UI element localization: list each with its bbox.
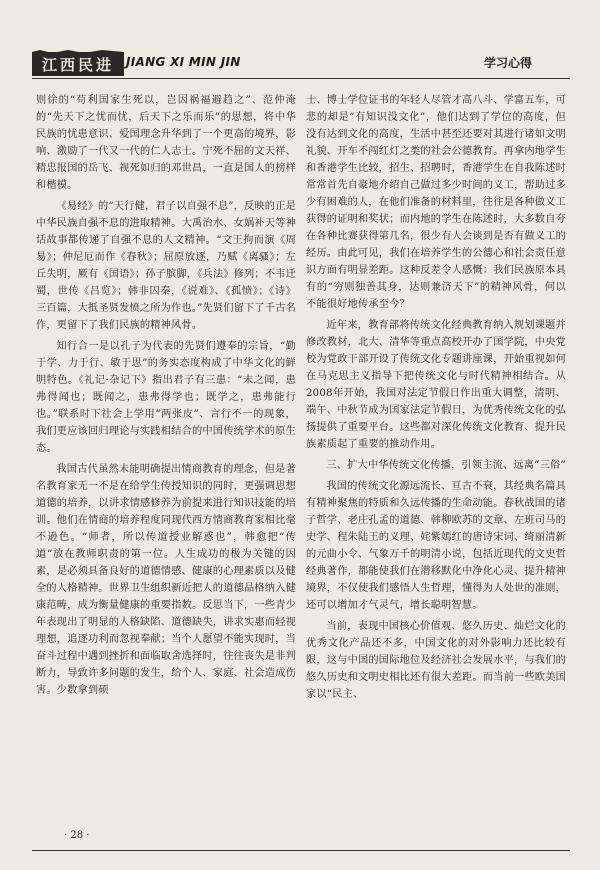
- paragraph: 知行合一是以孔子为代表的先贤们遵奉的宗旨，“勤于学、力于行、敏于思”的务实态度构成了中华文化的鲜明特色。《礼记·杂记下》指出君子有三患：“未之闻，患弗得闻也；既闻之，患弗得学也；既学之，患弗能行也。”联系时下社会上学用“两张皮”、言行不一的现象，我们更应该回归理论与实践相结合的中国传统学术的原生态。: [36, 341, 296, 454]
- paragraph: 我国的传统文化源远流长、亘古不衰，其经典名篇具有精神聚焦的特质和久远传播的生命动能。春秋战国的诸子哲学、老庄孔孟的道德、韩柳欧苏的文章、左班司马的史学、程朱陆王的义理、姹紫嫣红的唐诗宋词、绮丽清新的元曲小令、气象万千的明清小说，包括近现代的文史哲经典著作，都能使我们在潜移默化中净化心灵、提升精神境界，不仅使我们感悟人生哲理，懂得为人处世的准则，还可以增加才气灵气，增长聪明智慧。: [306, 481, 566, 611]
- paragraph: 我国古代虽然未能明确提出情商教育的理念，但是著名教育家无一不是在给学生传授知识的同时，更强调思想道德的培养，以讲求情感修养为前提来进行知识技能的培训。他们在情商的培养程度同现代西方情商教育家相比毫不逊色。“师者，所以传道授业解惑也”，韩愈把“传道”放在教师职责的第一位。人生成功的极为关键的因素，是必须具备良好的道德情感、健康的心理素质以及健全的人格精神。世界卫生组织新近把人的道德品格纳入健康范畴，成为衡量健康的重要指数。反思当下，一些青少年表现出了明显的人格缺陷、道德缺失，讲求实惠而轻视理想，追逐功利而忽视奉献；当个人愿望不能实现时，当奋斗过程中遇到挫折和面临取舍选择时，往往丧失是非判断力，导致许多问题的发生，给个人、家庭、社会造成伤害。少数拿到硕: [36, 464, 296, 696]
- footer-rule: [32, 850, 570, 851]
- svg-text:江西民进: 江西民进: [41, 56, 115, 74]
- paragraph: 近年来，教育部将传统文化经典教育纳入规划课题并修改教材，北大、清华等重点高校开办了国学院，中央党校为党政干部开设了传统文化专题讲座课，开始重视如何在马克思主义指导下把传统文化与时代精神相结合。从2008年开始，我国对法定节假日作出重大调整，清明、端午、中秋节成为国家法定节假日，为优秀传统文化的弘扬提供了重要平台。这些都对深化传统文化教育、提升民族素质起了重要的推动作用。: [306, 320, 566, 450]
- paragraph: 则徐的“苟利国家生死以，岂因祸福避趋之”、范仲淹的“先天下之忧而忧，后天下之乐而乐”的思想，将中华民族的忧患意识、爱国理念升华到了一个更高的境界，影响、激励了一代又一代的仁人志士。宁死不屈的文天祥、精忠报国的岳飞、视死如归的邓世昌，一直是国人的榜样和楷模。: [36, 95, 296, 191]
- paragraph: 士、博士学位证书的年轻人尽管才高八斗、学富五车，可悲的却是“有知识没文化”，他们达到了学位的高度，但没有达到文化的高度，生活中甚至还要对其进行诸如文明礼貌、开车不闯红灯之类的社会公德教育。再拿内地学生和香港学生比较，招生、招聘时，香港学生在自我陈述时常常首先自豪地介绍自己做过多少时间的义工，帮助过多少有困难的人，在他们准备的材料里，往往是各种做义工获得的证明和奖状；而内地的学生在陈述时，大多数自夸在各种比赛获得第几名，很少有人会谈到是否有做义工的经历。由此可见，我们在培养学生的公德心和社会责任意识方面有明显差距。这种反差令人感慨：我们民族原本具有的“穷则独善其身，达则兼济天下”的精神风骨，何以不能很好地传承至今？: [306, 95, 566, 310]
- paragraph: 当前，表现中国核心价值观、悠久历史、灿烂文化的优秀文化产品还不多，中国文化的对外影响力还比较有限，这与中国的国际地位及经济社会发展水平，与我们的悠久历史和文明史相比还有很大差距。而当前一些欧美国家以“民主、: [306, 621, 566, 700]
- paragraph: 《易经》的“天行健，君子以自强不息”，反映的正是中华民族自强不息的进取精神。大禹治水、女娲补天等神话故事都传递了自强不息的人文精神。“文王拘而演《周易》；仲尼厄而作《春秋》；屈原放逐，乃赋《离骚》；左丘失明，厥有《国语》；孙子膑脚，《兵法》修列；不韦迁蜀，世传《吕览》；韩非囚秦，《说难》、《孤愤》；《诗》三百篇，大抵圣贤发愤之所为作也。”先贤们留下了千古名作，更留下了我们民族的精神风骨。: [36, 201, 296, 331]
- section-heading: 三、扩大中华传统文化传播，引领主流、远离“三俗”: [326, 460, 566, 471]
- right-column: [306, 92, 566, 707]
- masthead-logo: [32, 50, 124, 78]
- header-rule: [32, 78, 570, 79]
- page-number: · 28 ·: [64, 830, 90, 841]
- journal-title: JIANG XI MIN JIN: [126, 55, 241, 69]
- page-header: [0, 0, 600, 90]
- section-name: 学习心得: [484, 56, 533, 70]
- left-column: [36, 92, 296, 703]
